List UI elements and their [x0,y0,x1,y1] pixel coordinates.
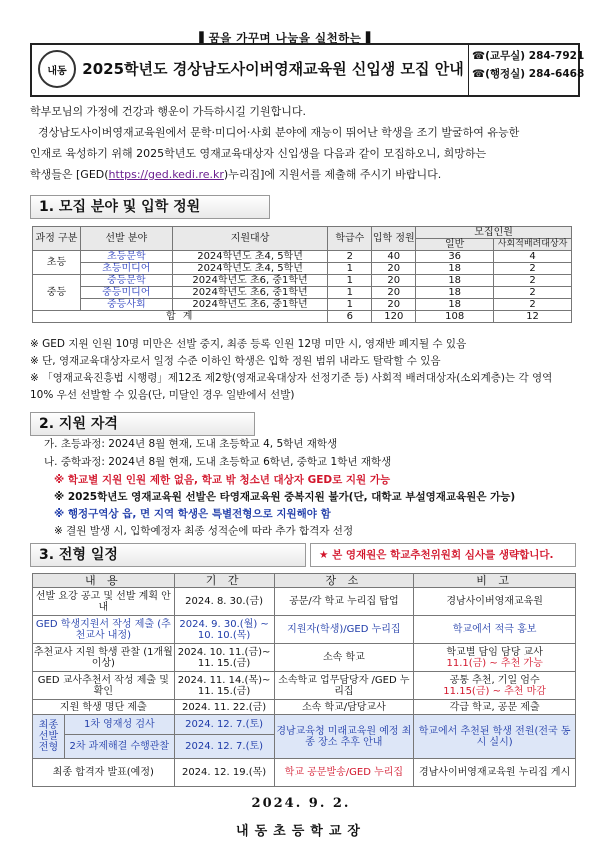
announce-period: 2024. 12. 19.(목) [174,759,274,787]
total-row [33,311,572,323]
phone-admin: ☎(행정실) 284-6468 [472,68,585,80]
cell-period: 2024. 9. 30.(월) ~ 10. 10.(목) [174,616,274,644]
th-classes: 학급수 [328,227,372,251]
cell-classes: 2 [328,251,372,263]
screening-warning: ★ 본 영재원은 학교추천위원회 심사를 생략합니다. [310,543,576,567]
cell-field: 초등문학 [80,251,172,263]
cell-period: 2024. 10. 11.(금)~ 11. 15.(금) [174,644,274,672]
cell-quota: 40 [372,251,416,263]
table-row [33,251,572,263]
table-row [33,700,576,715]
cell-quota: 20 [372,287,416,299]
final-date-1: 2024. 12. 7.(토) [174,715,274,735]
cell-field: 중등미디어 [80,287,172,299]
s1-note-1: ※ GED 지원 인원 10명 미만은 선발 중지, 최종 등록 인원 12명 미만 시, 영재반 폐지될 수 있음 [30,338,467,350]
cell-field: 중등문학 [80,275,172,287]
cell-field: 초등미디어 [80,263,172,275]
recruitment-table [32,226,572,323]
intro-line-3 [30,164,441,185]
cell-period: 2024. 8. 30.(금) [174,588,274,616]
table-row [33,263,572,275]
cell-remark [414,644,576,672]
s2-note-3: ※ 행정구역상 읍, 면 지역 학생은 특별전형으로 지원해야 함 [54,508,331,520]
table-row [33,616,576,644]
total-label: 합 계 [33,311,328,323]
cell-field: 중등사회 [80,299,172,311]
final-step-2: 2차 과제해결 수행관찰 [64,735,174,759]
table-row [33,287,572,299]
logo-text: 내동 [47,65,67,77]
cell-place: 소속학교 업무담당자 /GED 누리집 [274,672,414,700]
cell-classes: 1 [328,263,372,275]
th-course: 과정 구분 [33,227,81,251]
cell-social: 2 [494,275,572,287]
th-content: 내 용 [33,574,175,588]
table-row [33,672,576,700]
page-title: 2025학년도 경상남도사이버영재교육원 신입생 모집 안내 [82,60,464,78]
table-row [33,299,572,311]
announce-place: 학교 공문발송/GED 누리집 [274,759,414,787]
s2-item-2: 나. 중학과정: 2024년 8월 현재, 도내 초등학교 6학년, 중학교 1학년 재학생 [44,456,392,468]
cell-course: 초등 [33,251,81,275]
remark-line: 학교별 담임 담당 교사 [446,646,543,658]
th-general: 일반 [416,239,494,251]
final-step-1: 1차 영재성 검사 [64,715,174,735]
final-date-2: 2024. 12. 7.(토) [174,735,274,759]
cell-social: 4 [494,251,572,263]
final-stage-row [33,715,576,735]
s1-note-3: ※ 「영재교육진흥법 시행령」제12조 제2항(영재교육대상자 선정기준 등) 사회적 배려대상자(소외계층)는 각 영역 [30,372,553,384]
remark-line-red: 11.15(금) ~ 추천 마감 [443,685,546,697]
s2-item-1: 가. 초등과정: 2024년 8월 현재, 도내 초등학교 4, 5학년 재학생 [44,438,338,450]
total-social: 12 [494,311,572,323]
intro-line-1: 경상남도사이버영재교육원에서 문학·미디어·사회 분야에 재능이 뛰어난 학생을 조기 발굴하여 유능한 [38,126,520,139]
final-remark: 학교에서 추천된 학생 전원(전국 동시 실시) [414,715,576,759]
cell-general: 18 [416,299,494,311]
cell-target: 2024학년도 초6, 중1학년 [172,299,328,311]
cell-general: 18 [416,287,494,299]
final-place: 경남교육청 미래교육원 예정 최종 장소 추후 안내 [274,715,414,759]
cell-general: 36 [416,251,494,263]
cell-content: GED 교사추천서 작성 제출 및 확인 [33,672,175,700]
th-period: 기 간 [174,574,274,588]
th-quota: 입학 정원 [372,227,416,251]
cell-target: 2024학년도 초6, 중1학년 [172,275,328,287]
cell-target: 2024학년도 초4, 5학년 [172,263,328,275]
s2-note-1: ※ 학교별 지원 인원 제한 없음, 학교 밖 청소년 대상자 GED로 지원 가능 [54,474,391,486]
cell-place: 공문/각 학교 누리집 탑업 [274,588,414,616]
cell-period: 2024. 11. 14.(목)~ 11. 15.(금) [174,672,274,700]
table-row [33,588,576,616]
table-row [33,275,572,287]
remark-line-red: 11.1(금) ~ 추천 가능 [446,657,543,669]
school-logo-icon [38,50,76,88]
th-target: 지원대상 [172,227,328,251]
th-social: 사회적배려대상자 [494,239,572,251]
phone-office: ☎(교무실) 284-7921 [472,50,585,62]
cell-social: 2 [494,299,572,311]
cell-content: 선발 요강 공고 및 선발 계획 안내 [33,588,175,616]
cell-remark [414,672,576,700]
school-principal: 내동초등학교장 [236,824,366,839]
total-classes: 6 [328,311,372,323]
cell-place: 지원자(학생)/GED 누리집 [274,616,414,644]
greeting: 학부모님의 가정에 건강과 행운이 가득하시길 기원합니다. [30,105,307,118]
cell-quota: 20 [372,299,416,311]
announce-content: 최종 합격자 발표(예정) [33,759,175,787]
final-stage-label: 최종 선발 전형 [33,715,65,759]
table-row [33,644,576,672]
cell-quota: 20 [372,263,416,275]
section-2-title: 2. 지원 자격 [30,412,255,436]
cell-remark: 각급 학교, 공문 제출 [414,700,576,715]
intro-line-2: 인재로 육성하기 위해 2025학년도 영재교육대상자 신입생을 다음과 같이 모집하오니, 희망하는 [30,147,487,160]
cell-general: 18 [416,275,494,287]
cell-place: 소속 학교/담당교사 [274,700,414,715]
s1-note-2: ※ 단, 영재교육대상자로서 일정 수준 이하인 학생은 입학 정원 범위 내라도 탈락할 수 있음 [30,355,441,367]
section-3-title: 3. 전형 일정 [30,543,306,567]
cell-place: 소속 학교 [274,644,414,672]
cell-course: 중등 [33,275,81,311]
total-quota: 120 [372,311,416,323]
title-box-divider [468,45,469,95]
cell-target: 2024학년도 초4, 5학년 [172,251,328,263]
th-place: 장 소 [274,574,414,588]
cell-classes: 1 [328,275,372,287]
cell-content: 추천교사 지원 학생 관찰 (1개월 이상) [33,644,175,672]
cell-target: 2024학년도 초6, 중1학년 [172,287,328,299]
intro-line-3-post: )누리집]에 지원서를 제출해 주시기 바랍니다. [223,168,442,181]
cell-remark: 학교에서 적극 홍보 [414,616,576,644]
s2-note-2: ※ 2025학년도 영재교육원 선발은 타영재교육원 중복지원 불가(단, 대학교 부설영재교육원은 가능) [54,491,516,503]
cell-general: 18 [416,263,494,275]
intro-line-3-pre: 학생들은 [GED( [30,168,109,181]
schedule-table [32,573,576,787]
th-recruit: 모집인원 [416,227,572,239]
announce-remark: 경남사이버영재교육원 누리집 게시 [414,759,576,787]
cell-quota: 20 [372,275,416,287]
section-1-title: 1. 모집 분야 및 입학 정원 [30,195,270,219]
cell-remark: 경남사이버영재교육원 [414,588,576,616]
remark-line: 공통 추천, 기일 엄수 [449,674,540,686]
cell-classes: 1 [328,287,372,299]
cell-content: GED 학생지원서 작성 제출 (추천교사 내정) [33,616,175,644]
slogan: ▌꿈을 가꾸며 나눔을 실천하는▐ [199,31,371,45]
th-field: 선발 분야 [80,227,172,251]
cell-classes: 1 [328,299,372,311]
cell-content: 지원 학생 명단 제출 [33,700,175,715]
total-general: 108 [416,311,494,323]
announce-row [33,759,576,787]
document-date: 2024. 9. 2. [251,796,351,811]
s1-note-4: 10% 우선 선발할 수 있음(단, 미달인 경우 일반에서 선발) [30,389,295,401]
th-remark: 비 고 [414,574,576,588]
cell-social: 2 [494,263,572,275]
cell-social: 2 [494,287,572,299]
s2-note-4: ※ 결원 발생 시, 입학예정자 최종 성적순에 따라 추가 합격자 선정 [54,525,354,537]
ged-link[interactable]: https://ged.kedi.re.kr [108,168,224,181]
cell-period: 2024. 11. 22.(금) [174,700,274,715]
